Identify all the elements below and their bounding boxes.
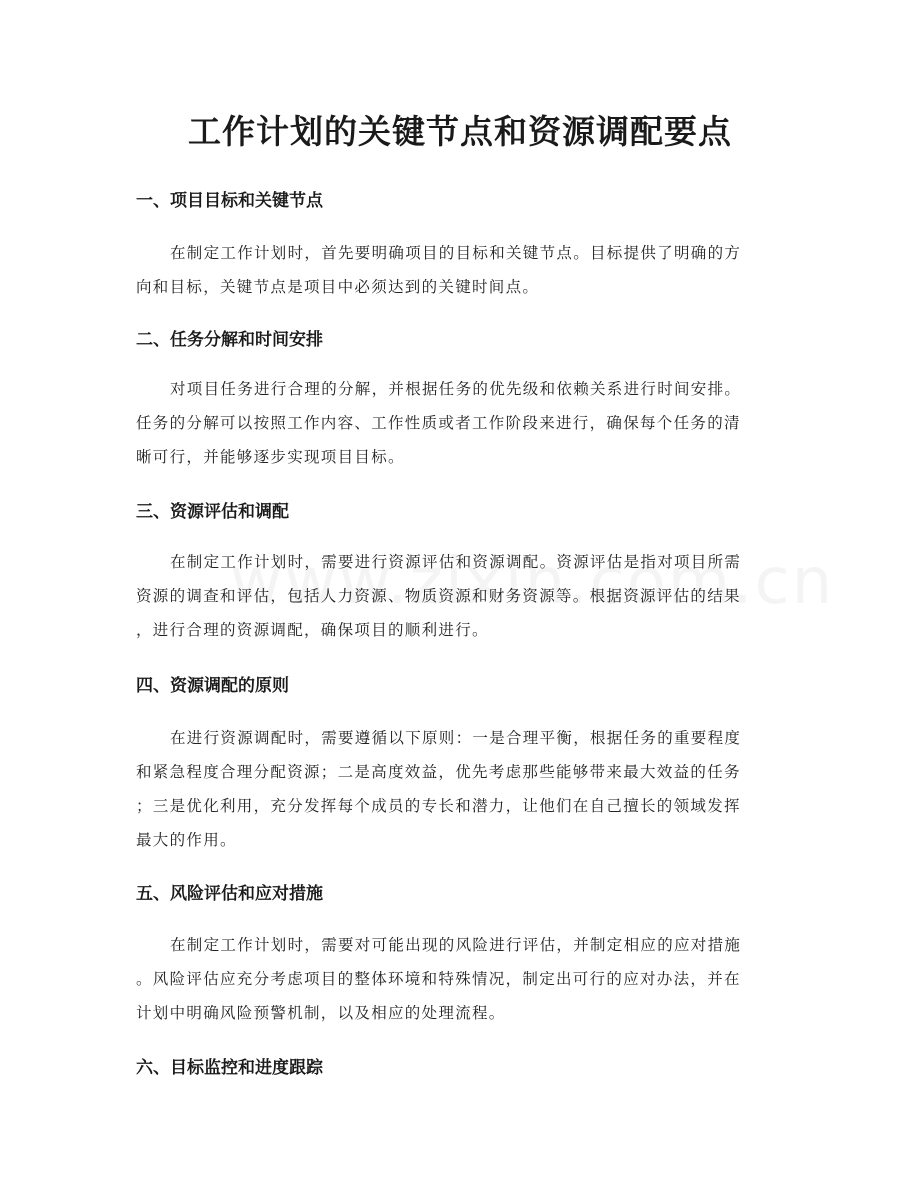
paragraph-line: 任务的分解可以按照工作内容、工作性质或者工作阶段来进行，确保每个任务的清 xyxy=(136,414,741,432)
section-paragraph-5 xyxy=(136,928,786,1030)
paragraph-line: 计划中明确风险预警机制，以及相应的处理流程。 xyxy=(136,1004,506,1022)
section-heading-6: 六、目标监控和进度跟踪 xyxy=(136,1058,323,1078)
paragraph-line: ；三是优化利用，充分发挥每个成员的专长和潜力，让他们在自己擅长的领域发挥 xyxy=(136,797,741,815)
paragraph-line: 资源的调查和评估，包括人力资源、物质资源和财务资源等。根据资源评估的结果 xyxy=(136,587,741,605)
paragraph-line: 在制定工作计划时，需要进行资源评估和资源调配。资源评估是指对项目所需 xyxy=(170,553,742,571)
section-paragraph-1 xyxy=(136,236,786,304)
paragraph-line: 最大的作用。 xyxy=(136,831,237,849)
section-heading-4: 四、资源调配的原则 xyxy=(136,676,289,696)
section-paragraph-4 xyxy=(136,721,786,857)
paragraph-line: 在制定工作计划时，首先要明确项目的目标和关键节点。目标提供了明确的方 xyxy=(170,244,742,262)
paragraph-line: 对项目任务进行合理的分解，并根据任务的优先级和依赖关系进行时间安排。 xyxy=(170,380,742,398)
section-heading-1: 一、项目目标和关键节点 xyxy=(136,191,323,211)
paragraph-line: 在制定工作计划时，需要对可能出现的风险进行评估，并制定相应的应对措施 xyxy=(170,936,742,954)
section-heading-3: 三、资源评估和调配 xyxy=(136,502,289,522)
paragraph-line: 和紧急程度合理分配资源；二是高度效益，优先考虑那些能够带来最大效益的任务 xyxy=(136,763,741,781)
paragraph-line: 晰可行，并能够逐步实现项目目标。 xyxy=(136,448,405,466)
paragraph-line: 在进行资源调配时，需要遵循以下原则：一是合理平衡，根据任务的重要程度 xyxy=(170,729,742,747)
section-paragraph-2 xyxy=(136,372,786,474)
paragraph-line: 。风险评估应充分考虑项目的整体环境和特殊情况，制定出可行的应对办法，并在 xyxy=(136,970,741,988)
section-paragraph-3 xyxy=(136,545,786,647)
document-title: 工作计划的关键节点和资源调配要点 xyxy=(188,112,732,151)
paragraph-line: 向和目标，关键节点是项目中必须达到的关键时间点。 xyxy=(136,278,540,296)
section-heading-5: 五、风险评估和应对措施 xyxy=(136,884,323,904)
paragraph-line: ，进行合理的资源调配，确保项目的顺利进行。 xyxy=(136,621,489,639)
section-heading-2: 二、任务分解和时间安排 xyxy=(136,330,323,350)
